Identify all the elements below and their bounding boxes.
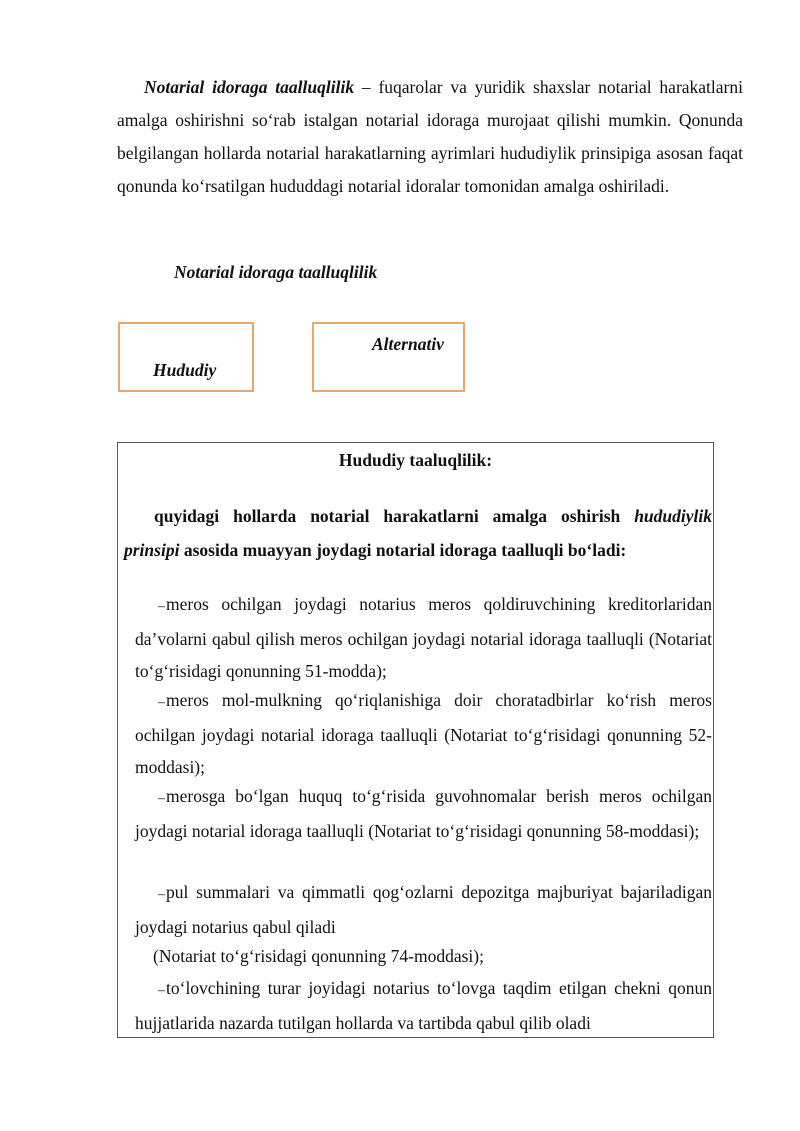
- list-item: [135, 876, 712, 943]
- list-item: [135, 780, 712, 847]
- list-item-text: meros mol-mulkning qo‘riqlanishiga doir choratadbirlar ko‘rish meros ochilgan joydagi notarial idoraga taalluqli (Notariat to‘g‘risidagi qonunning 52-moddasi);: [135, 690, 712, 777]
- panel-lead-italic: hududiylik prinsipi: [124, 506, 712, 560]
- dash-bullet: –: [158, 695, 165, 710]
- list-item-text: pul summalari va qimmatli qog‘ozlarni depozitga majburiyat bajariladigan joydagi notarius qabul qiladi: [135, 882, 712, 937]
- dash-bullet: –: [158, 791, 165, 806]
- panel-title: Hududiy taaluqlilik:: [338, 450, 493, 470]
- diagram-box-alternativ: [312, 322, 465, 392]
- intro-dash: –: [354, 77, 379, 97]
- list-item-continuation: (Notariat to‘g‘risidagi qonunning 74-moddasi);: [153, 946, 484, 966]
- dash-bullet: –: [158, 599, 165, 614]
- diagram-box-label: Alternativ: [372, 334, 444, 354]
- diagram-title: Notarial idoraga taalluqlilik: [174, 262, 378, 282]
- list-item: [135, 588, 712, 687]
- intro-term: Notarial idoraga taalluqlilik: [144, 77, 355, 97]
- dash-bullet: –: [158, 983, 165, 998]
- list-item: [135, 972, 712, 1038]
- intro-paragraph: [117, 71, 743, 203]
- panel-lead-paragraph: [124, 499, 712, 567]
- territorial-jurisdiction-panel: [117, 442, 714, 1038]
- list-item-text: merosga bo‘lgan huquq to‘g‘risida guvohnomalar berish meros ochilgan joydagi notarial idoraga taalluqli (Notariat to‘g‘risidagi qonunning 58-moddasi);: [135, 786, 712, 841]
- list-item: [135, 684, 712, 783]
- panel-lead-text: asosida muayyan joydagi notarial idoraga taalluqli bo‘ladi:: [179, 540, 627, 560]
- panel-lead-text: quyidagi hollarda notarial harakatlarni amalga oshirish: [154, 506, 635, 526]
- dash-bullet: –: [158, 887, 165, 902]
- intro-text: fuqarolar va yuridik shaxslar notarial harakatlarni amalga oshirishni so‘rab istalgan notarial idoraga murojaat qilishi mumkin. Qonunda belgilangan hollarda notarial harakatlarning ayrimlari hududiylik prinsipiga asosan faqat qonunda ko‘rsatilgan hududdagi notarial idoralar tomonidan amalga oshiriladi.: [117, 77, 743, 196]
- diagram-box-hududiy: [118, 322, 254, 392]
- list-item-text: meros ochilgan joydagi notarius meros qoldiruvchining kreditorlaridan da’volarni qabul qilish meros ochilgan joydagi notarial idoraga taalluqli (Notariat to‘g‘risidagi qonunning 51-modda);: [135, 594, 712, 681]
- diagram-box-label: Hududiy: [153, 360, 217, 380]
- list-item-text: to‘lovchining turar joyidagi notarius to‘lovga taqdim etilgan chekni qonun hujjatlarida nazarda tutilgan hollarda va tartibda qabul qilib oladi: [135, 978, 712, 1033]
